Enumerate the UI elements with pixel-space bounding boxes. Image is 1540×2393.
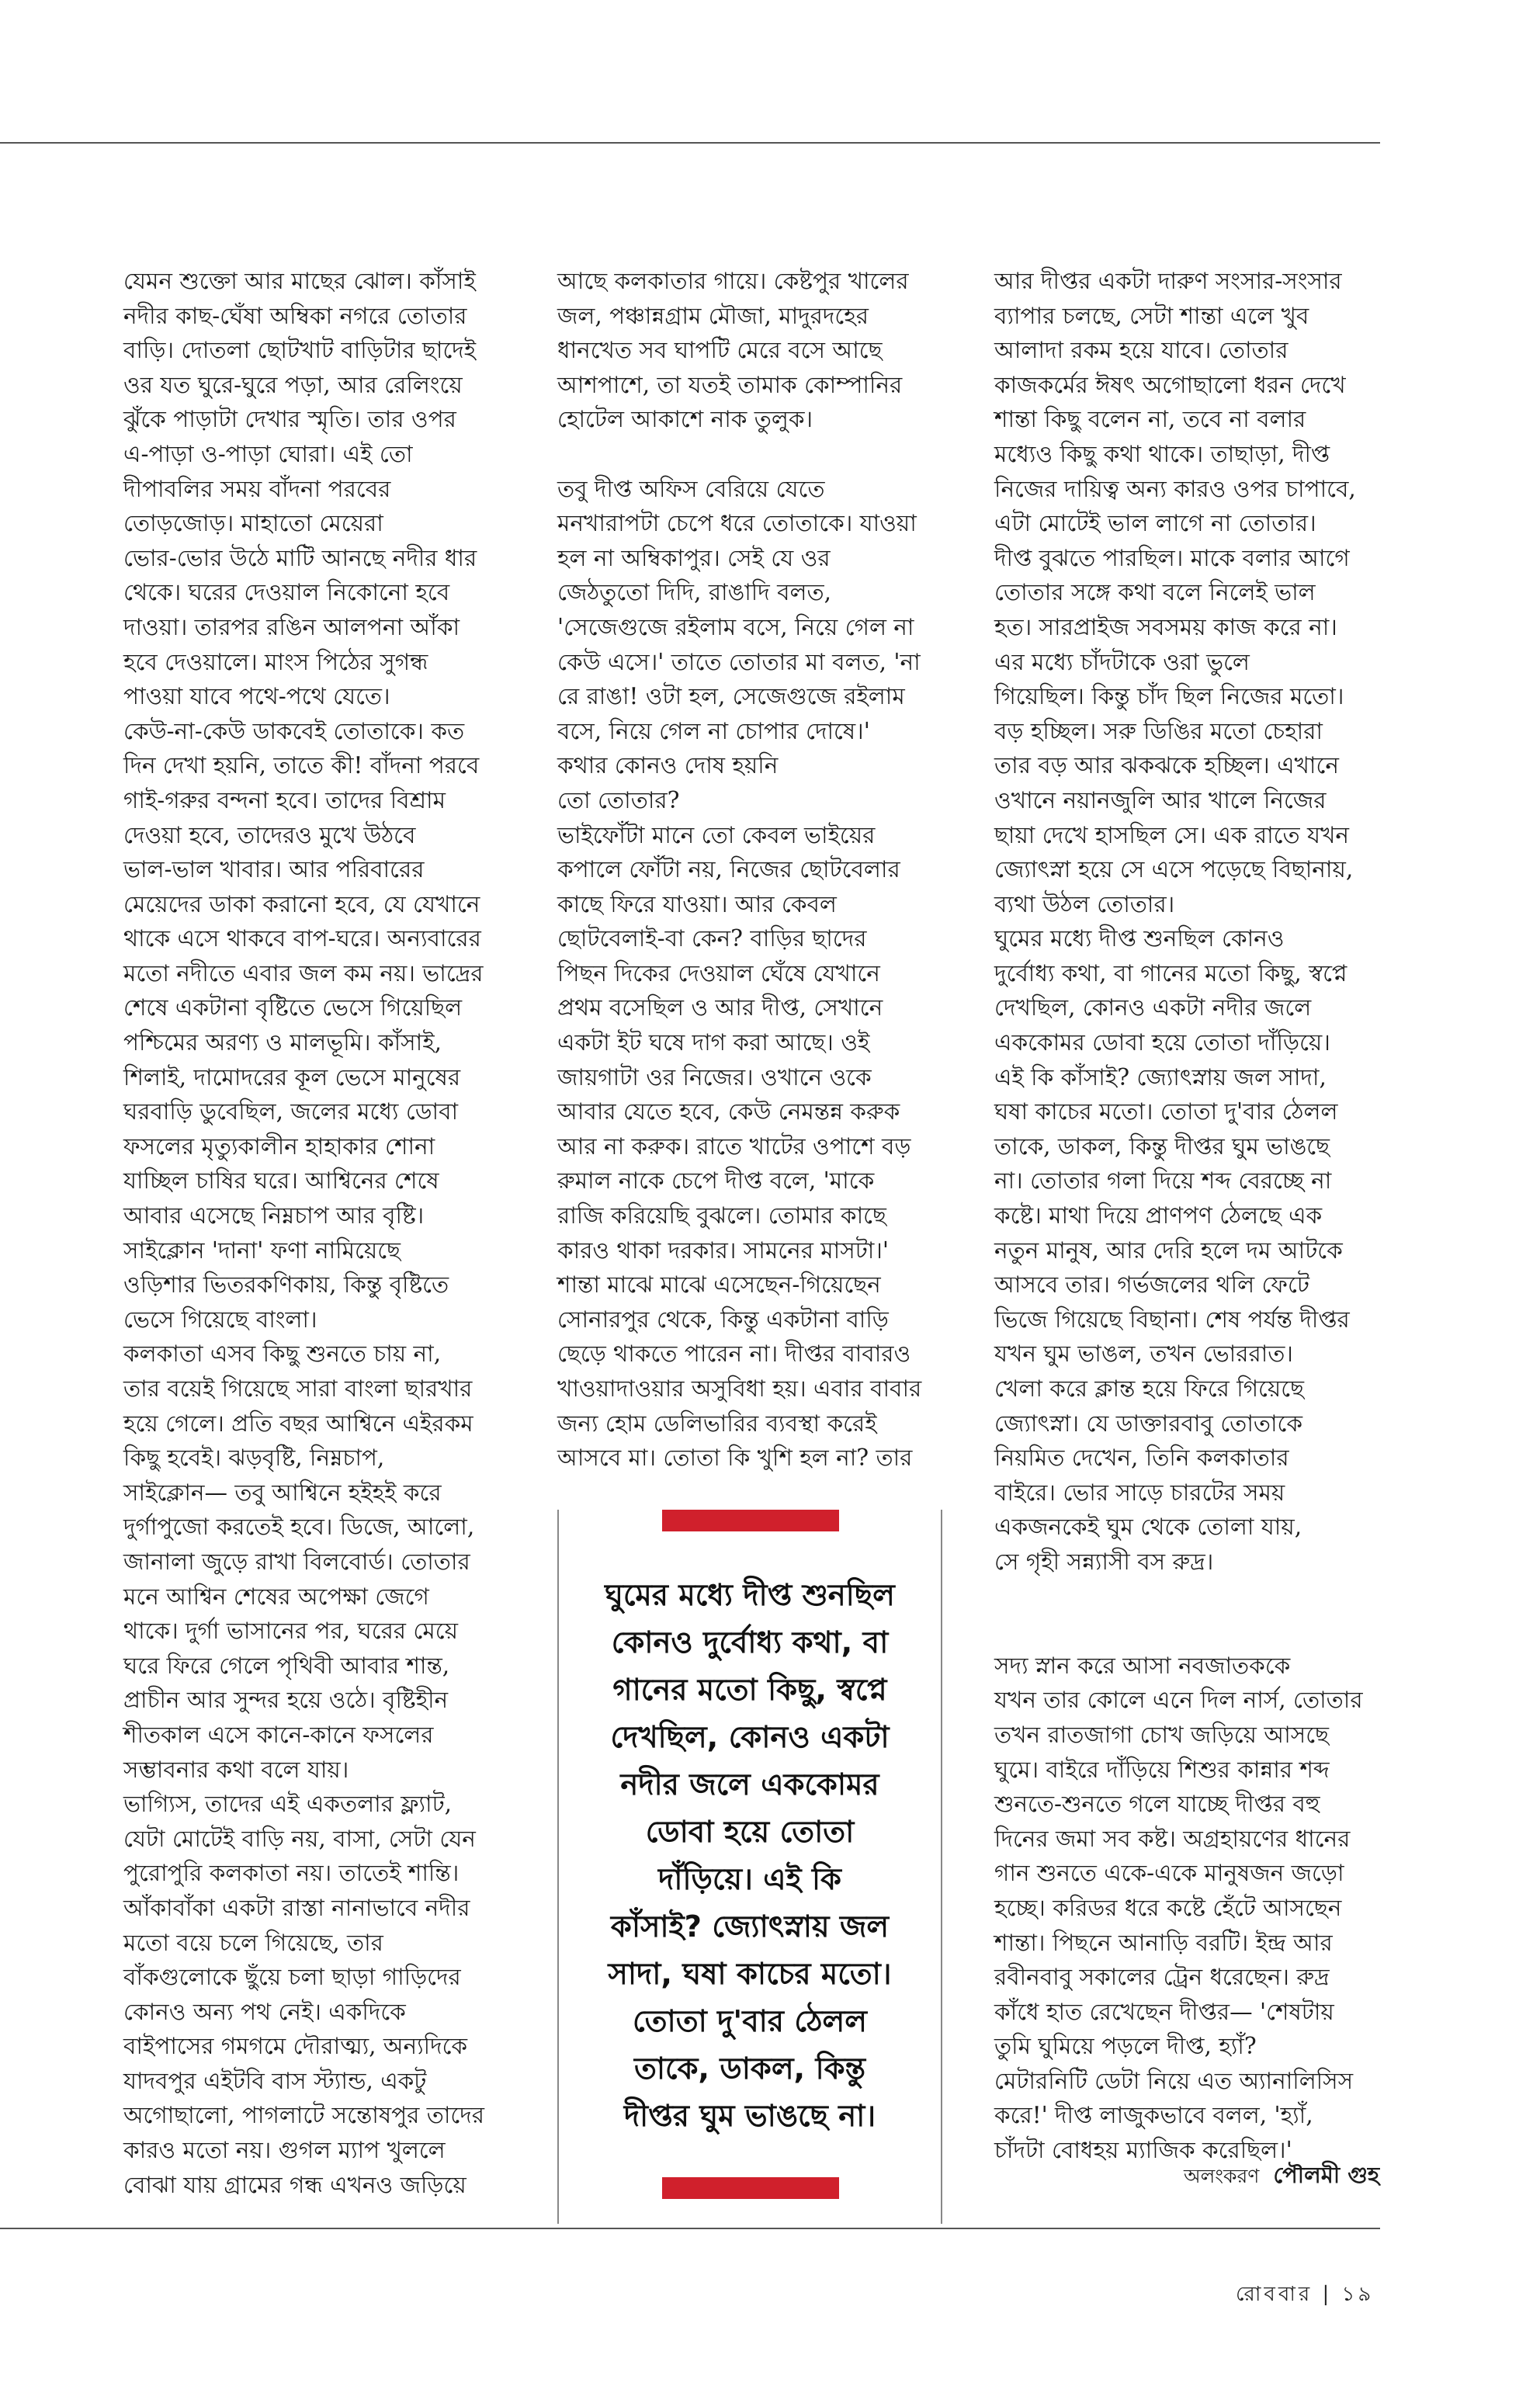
- text-line: এটা মোটেই ভাল লাগে না তোতার।: [994, 510, 1316, 537]
- text-line: একটা ইট ঘষে দাগ করা আছে। ওই: [557, 1029, 870, 1056]
- pull-quote-line: তাকে, ডাকল, কিন্তু: [633, 2051, 866, 2086]
- text-line: রাজি করিয়েছি বুঝলে। তোমার কাছে: [557, 1202, 886, 1229]
- text-line: মনখারাপটা চেপে ধরে তোতাকে। যাওয়া: [557, 510, 917, 537]
- text-line: নতুন মানুষ, আর দেরি হলে দম আটকে: [994, 1236, 1343, 1264]
- article-column-1: [123, 264, 554, 2202]
- text-line: [557, 437, 942, 472]
- text-line: তো তোতার?: [557, 786, 680, 813]
- text-line: শান্তা মাঝে মাঝে এসেছেন-গিয়েছেন: [557, 1271, 881, 1299]
- text-line: তোতার সঙ্গে কথা বলে নিলেই ভাল: [994, 579, 1316, 606]
- text-line: এ-পাড়া ও-পাড়া ঘোরা। এই তো: [123, 440, 413, 467]
- text-line: গিয়েছিল। কিন্তু চাঁদ ছিল নিজের মতো।: [994, 683, 1344, 710]
- text-line: শীতকাল এসে কানে-কানে ফসলের: [123, 1721, 434, 1748]
- text-line: [994, 1580, 1398, 1614]
- text-line: কোনও অন্য পথ নেই। একদিকে: [123, 1998, 406, 2025]
- text-line: রুমাল নাকে চেপে দীপ্ত বলে, 'মাকে: [557, 1167, 875, 1195]
- text-line: দাওয়া। তারপর রঙিন আলপনা আঁকা: [123, 613, 460, 640]
- text-line: তাকে, ডাকল, কিন্তু দীপ্তর ঘুম ভাঙছে: [994, 1132, 1330, 1160]
- text-line: শিলাই, দামোদরের কূল ভেসে মানুষের: [123, 1063, 461, 1091]
- text-line: ছেড়ে থাকতে পারেন না। দীপ্তর বাবারও: [557, 1340, 911, 1368]
- text-line: জেঠতুতো দিদি, রাঙাদি বলত,: [557, 579, 832, 606]
- text-line: নিজের দায়িত্ব অন্য কারও ওপর চাপাবে,: [994, 475, 1356, 502]
- text-line: শুনতে-শুনতে গলে যাচ্ছে দীপ্তর বহু: [994, 1791, 1320, 1818]
- text-line: কাঁধে হাত রেখেছেন দীপ্তর— 'শেষটায়: [994, 1998, 1334, 2025]
- text-line: আছে কলকাতার গায়ে। কেষ্টপুর খালের: [557, 268, 909, 294]
- text-line: রে রাঙা! ওটা হল, সেজেগুজে রইলাম: [557, 683, 905, 710]
- text-line: ভাল-ভাল খাবার। আর পরিবারের: [123, 856, 425, 883]
- text-line: যখন তার কোলে এনে দিল নার্স, তোতার: [994, 1687, 1363, 1714]
- text-line: দুর্বোধ্য কথা, বা গানের মতো কিছু, স্বপ্নে: [994, 959, 1348, 987]
- text-line: বাইপাসের গমগমে দৌরাত্ম্য, অন্যদিকে: [123, 2033, 468, 2060]
- text-line: আসবে তার। গর্ভজলের থলি ফেটে: [994, 1271, 1309, 1299]
- text-line: জন্য হোম ডেলিভারির ব্যবস্থা করেই: [557, 1410, 877, 1437]
- text-line: ভোর-ভোর উঠে মাটি আনছে নদীর ধার: [123, 544, 477, 571]
- text-line: রবীনবাবু সকালের ট্রেন ধরেছেন। রুদ্র: [994, 1964, 1330, 1991]
- text-line: কলকাতা এসব কিছু শুনতে চায় না,: [123, 1340, 442, 1368]
- text-line: মেটারনিটি ডেটা নিয়ে এত অ্যানালিসিস: [994, 2067, 1354, 2094]
- pull-quote-text: [567, 1572, 933, 2140]
- text-line: গান শুনতে একে-একে মানুষজন জড়ো: [994, 1860, 1344, 1887]
- text-line: খাওয়াদাওয়ার অসুবিধা হয়। এবার বাবার: [557, 1375, 922, 1402]
- text-line: সম্ভাবনার কথা বলে যায়।: [123, 1756, 349, 1783]
- text-line: ভাইফোঁটা মানে তো কেবল ভাইয়ের: [557, 821, 876, 848]
- text-line: পশ্চিমের অরণ্য ও মালভূমি। কাঁসাই,: [123, 1029, 442, 1056]
- text-line: কষ্টে। মাথা দিয়ে প্রাণপণ ঠেলছে এক: [994, 1202, 1323, 1229]
- text-line: ঝুঁকে পাড়াটা দেখার স্মৃতি। তার ওপর: [123, 406, 456, 433]
- text-line: ভিজে গিয়েছে বিছানা। শেষ পর্যন্ত দীপ্তর: [994, 1306, 1350, 1333]
- text-line: তোড়জোড়। মাহাতো মেয়েরা: [123, 510, 383, 537]
- text-line: এককোমর ডোবা হয়ে তোতা দাঁড়িয়ে।: [994, 1029, 1330, 1056]
- text-line: কপালে ফোঁটা নয়, নিজের ছোটবেলার: [557, 856, 900, 883]
- text-line: হচ্ছে। করিডর ধরে কষ্টে হেঁটে আসছেন: [994, 1894, 1342, 1921]
- text-line: হবে দেওয়ালে। মাংস পিঠের সুগন্ধ: [123, 648, 428, 675]
- text-line: সাইক্লোন 'দানা' ফণা নামিয়েছে: [123, 1236, 401, 1264]
- text-line: শেষে একটানা বৃষ্টিতে ভেসে গিয়েছিল: [123, 994, 463, 1021]
- pull-quote-box: [557, 1510, 942, 2224]
- text-line: এই কি কাঁসাই? জ্যোৎস্নায় জল সাদা,: [994, 1063, 1327, 1091]
- illustration-credit: [1184, 2158, 1379, 2196]
- text-line: কেউ-না-কেউ ডাকবেই তোতাকে। কত: [123, 717, 465, 744]
- text-line: কথার কোনও দোষ হয়নি: [557, 752, 779, 779]
- text-line: গাই-গরুর বন্দনা হবে। তাদের বিশ্রাম: [123, 786, 446, 813]
- text-line: আঁকাবাঁকা একটা রাস্তা নানাভাবে নদীর: [123, 1894, 470, 1921]
- text-line: আলাদা রকম হয়ে যাবে। তোতার: [994, 337, 1289, 364]
- text-line: জ্যোৎস্না। যে ডাক্তারবাবু তোতাকে: [994, 1410, 1303, 1437]
- pull-quote-line: দাঁড়িয়ে। এই কি: [658, 1862, 841, 1897]
- text-line: অগোছালো, পাগলাটে সন্তোষপুর তাদের: [123, 2102, 485, 2129]
- text-line: এর মধ্যে চাঁদটাকে ওরা ভুলে: [994, 648, 1250, 675]
- text-line: বাইরে। ভোর সাড়ে চারটের সময়: [994, 1479, 1285, 1506]
- credit-label: অলংকরণ: [1184, 2165, 1260, 2187]
- text-line: দীপাবলির সময় বাঁদনা পরবের: [123, 475, 391, 502]
- text-line: দেখছিল, কোনও একটা নদীর জলে: [994, 994, 1312, 1021]
- text-line: কাছে ফিরে যাওয়া। আর কেবল: [557, 890, 837, 917]
- text-line: যেটা মোটেই বাড়ি নয়, বাসা, সেটা যেন: [123, 1825, 476, 1852]
- article-column-3: [994, 264, 1398, 2168]
- text-line: মধ্যেও কিছু কথা থাকে। তাছাড়া, দীপ্ত: [994, 440, 1330, 467]
- text-line: কেউ এসে।' তাতে তোতার মা বলত, 'না: [557, 648, 921, 675]
- pull-quote-line: দেখছিল, কোনও একটা: [610, 1720, 890, 1755]
- text-line: পাওয়া যাবে পথে-পথে যেতে।: [123, 683, 390, 710]
- text-line: আবার এসেছে নিম্নচাপ আর বৃষ্টি।: [123, 1202, 425, 1229]
- text-line: থেকে। ঘরের দেওয়াল নিকোনো হবে: [123, 579, 450, 606]
- bottom-rule: [0, 2228, 1380, 2229]
- text-line: দুর্গাপুজো করতেই হবে। ডিজে, আলো,: [123, 1514, 475, 1541]
- text-line: না। তোতার গলা দিয়ে শব্দ বেরচ্ছে না: [994, 1167, 1332, 1195]
- text-line: ঘষা কাচের মতো। তোতা দু'বার ঠেলল: [994, 1098, 1338, 1125]
- text-line: বোঝা যায় গ্রামের গন্ধ এখনও জড়িয়ে: [123, 2171, 467, 2198]
- text-line: কারও থাকা দরকার। সামনের মাসটা।': [557, 1236, 890, 1264]
- pull-quote-line: সাদা, ঘষা কাচের মতো।: [608, 1957, 892, 1992]
- pull-quote-line: ঘুমের মধ্যে দীপ্ত শুনছিল: [605, 1578, 895, 1613]
- text-line: আর দীপ্তর একটা দারুণ সংসার-সংসার: [994, 268, 1342, 294]
- pull-quote-line: দীপ্তর ঘুম ভাঙছে না।: [623, 2099, 876, 2134]
- text-line: বাঁকগুলোকে ছুঁয়ে চলা ছাড়া গাড়িদের: [123, 1964, 461, 1991]
- text-line: ফসলের মৃত্যুকালীন হাহাকার শোনা: [123, 1132, 435, 1160]
- text-line: জল, পঞ্চান্নগ্রাম মৌজা, মাদুরদহের: [557, 302, 869, 329]
- text-line: শান্তা কিছু বলেন না, তবে না বলার: [994, 406, 1306, 433]
- text-line: ধানখেত সব ঘাপটি মেরে বসে আছে: [557, 337, 883, 364]
- text-line: ছোটবেলাই-বা কেন? বাড়ির ছাদের: [557, 925, 867, 952]
- credit-name: পৌলমী গুহ: [1273, 2162, 1380, 2188]
- page-folio: রোববার | ১৯: [1236, 2283, 1375, 2306]
- text-line: দিন দেখা হয়নি, তাতে কী! বাঁদনা পরবে: [123, 752, 480, 779]
- text-line: শান্তা। পিছনে আনাড়ি বরটি। ইন্দ্র আর: [994, 1929, 1333, 1956]
- text-line: তখন রাতজাগা চোখ জড়িয়ে আসছে: [994, 1721, 1329, 1748]
- text-line: তার বয়েই গিয়েছে সারা বাংলা ছারখার: [123, 1375, 473, 1402]
- text-line: ঘরবাড়ি ডুবেছিল, জলের মধ্যে ডোবা: [123, 1098, 459, 1125]
- text-line: পুরোপুরি কলকাতা নয়। তাতেই শান্তি।: [123, 1860, 460, 1887]
- text-line: ঘুমের মধ্যে দীপ্ত শুনছিল কোনও: [994, 925, 1285, 952]
- text-line: দীপ্ত বুঝতে পারছিল। মাকে বলার আগে: [994, 544, 1350, 571]
- article-column-2: [557, 264, 942, 1476]
- text-line: যাদবপুর এইটবি বাস স্ট্যান্ড, একটু: [123, 2067, 427, 2094]
- pull-quote-line: ডোবা হয়ে তোতা: [645, 1815, 855, 1850]
- text-line: মনে আশ্বিন শেষের অপেক্ষা জেগে: [123, 1583, 429, 1610]
- text-line: কারও মতো নয়। গুগল ম্যাপ খুললে: [123, 2137, 446, 2164]
- text-line: [994, 1614, 1398, 1649]
- text-line: পিছন দিকের দেওয়াল ঘেঁষে যেখানে: [557, 959, 880, 987]
- text-line: তুমি ঘুমিয়ে পড়লে দীপ্ত, হ্যাঁ?: [994, 2033, 1257, 2060]
- text-line: জ্যোৎস্না হয়ে সে এসে পড়েছে বিছানায়,: [994, 856, 1354, 883]
- text-line: ভেসে গিয়েছে বাংলা।: [123, 1306, 317, 1333]
- pull-quote-line: গানের মতো কিছু, স্বপ্নে: [612, 1673, 887, 1708]
- text-line: তার বড় আর ঝকঝকে হচ্ছিল। এখানে: [994, 752, 1339, 779]
- pull-quote-line: কোনও দুর্বোধ্য কথা, বা: [611, 1625, 889, 1660]
- text-line: দেওয়া হবে, তাদেরও মুখে উঠবে: [123, 821, 416, 848]
- text-line: নদীর কাছ-ঘেঁষা অম্বিকা নগরে তোতার: [123, 302, 467, 329]
- text-line: হল না অম্বিকাপুর। সেই যে ওর: [557, 544, 831, 571]
- text-line: সে গৃহী সন্ন্যাসী বস রুদ্র।: [994, 1548, 1214, 1575]
- text-line: থাকে এসে থাকবে বাপ-ঘরে। অন্যবারের: [123, 925, 481, 952]
- pull-quote-line: তোতা দু'বার ঠেলল: [633, 2004, 867, 2039]
- text-line: ওর যত ঘুরে-ঘুরে পড়া, আর রেলিংয়ে: [123, 371, 463, 398]
- text-line: ওখানে নয়ানজুলি আর খালে নিজের: [994, 786, 1327, 813]
- folio-page-number: ১৯: [1341, 2283, 1375, 2306]
- text-line: হত। সারপ্রাইজ সবসময় কাজ করে না।: [994, 613, 1337, 640]
- text-line: প্রথম বসেছিল ও আর দীপ্ত, সেখানে: [557, 994, 883, 1021]
- pull-quote-line: কাঁসাই? জ্যোৎস্নায় জল: [610, 1909, 890, 1944]
- text-line: হয়ে গেলে। প্রতি বছর আশ্বিনে এইরকম: [123, 1410, 473, 1437]
- text-line: খেলা করে ক্লান্ত হয়ে ফিরে গিয়েছে: [994, 1375, 1305, 1402]
- text-line: চাঁদটা বোধহয় ম্যাজিক করেছিল।': [994, 2137, 1292, 2164]
- text-line: মতো নদীতে এবার জল কম নয়। ভাদ্রের: [123, 959, 484, 987]
- text-line: ভাগ্যিস, তাদের এই একতলার ফ্ল্যাট,: [123, 1791, 453, 1818]
- text-line: সদ্য স্নান করে আসা নবজাতককে: [994, 1652, 1291, 1679]
- text-line: জায়গাটা ওর নিজের। ওখানে ওকে: [557, 1063, 872, 1091]
- top-rule: [0, 142, 1380, 144]
- folio-section: রোববার: [1236, 2283, 1313, 2306]
- text-line: ব্যাপার চলছে, সেটা শান্তা এলে খুব: [994, 302, 1309, 329]
- text-line: দিনের জমা সব কষ্ট। অগ্রহায়ণের ধানের: [994, 1825, 1351, 1852]
- text-line: বড় হচ্ছিল। সরু ডিঙির মতো চেহারা: [994, 717, 1323, 744]
- text-line: আর না করুক। রাতে খাটের ওপাশে বড়: [557, 1132, 911, 1160]
- text-line: থাকে। দুর্গা ভাসানের পর, ঘরের মেয়ে: [123, 1618, 458, 1645]
- pull-quote-line: নদীর জলে এককোমর: [620, 1767, 879, 1802]
- text-line: বসে, নিয়ে গেল না চোপার দোষে।': [557, 717, 870, 744]
- text-line: কিছু হবেই। ঝড়বৃষ্টি, নিম্নচাপ,: [123, 1444, 385, 1472]
- text-line: যখন ঘুম ভাঙল, তখন ভোররাত।: [994, 1340, 1293, 1368]
- text-line: আসবে মা। তোতা কি খুশি হল না? তার: [557, 1444, 913, 1472]
- text-line: মেয়েদের ডাকা করানো হবে, যে যেখানে: [123, 890, 480, 917]
- text-line: সোনারপুর থেকে, কিন্তু একটানা বাড়ি: [557, 1306, 889, 1333]
- text-line: সাইক্লোন— তবু আশ্বিনে হইহই করে: [123, 1479, 442, 1506]
- text-line: কাজকর্মের ঈষৎ অগোছালো ধরন দেখে: [994, 371, 1346, 398]
- text-line: করে!' দীপ্ত লাজুকভাবে বলল, 'হ্যাঁ,: [994, 2102, 1313, 2129]
- text-line: যেমন শুক্তো আর মাছের ঝোল। কাঁসাই: [123, 268, 476, 294]
- pull-quote-bottom-bar: [662, 2177, 839, 2199]
- text-line: জানালা জুড়ে রাখা বিলবোর্ড। তোতার: [123, 1548, 470, 1575]
- text-line: আশপাশে, তা যতই তামাক কোম্পানির: [557, 371, 903, 398]
- text-line: মতো বয়ে চলে গিয়েছে, তার: [123, 1929, 383, 1956]
- text-line: 'সেজেগুজে রইলাম বসে, নিয়ে গেল না: [557, 613, 914, 640]
- pull-quote-top-bar: [662, 1510, 839, 1531]
- text-line: প্রাচীন আর সুন্দর হয়ে ওঠে। বৃষ্টিহীন: [123, 1687, 449, 1714]
- text-line: ঘুমে। বাইরে দাঁড়িয়ে শিশুর কান্নার শব্দ: [994, 1756, 1330, 1783]
- text-line: ছায়া দেখে হাসছিল সে। এক রাতে যখন: [994, 821, 1349, 848]
- text-line: তবু দীপ্ত অফিস বেরিয়ে যেতে: [557, 475, 825, 502]
- text-line: নিয়মিত দেখেন, তিনি কলকাতার: [994, 1444, 1289, 1472]
- text-line: ব্যথা উঠল তোতার।: [994, 890, 1175, 917]
- text-line: একজনকেই ঘুম থেকে তোলা যায়,: [994, 1514, 1302, 1541]
- text-line: যাচ্ছিল চাষির ঘরে। আশ্বিনের শেষে: [123, 1167, 439, 1195]
- text-line: বাড়ি। দোতলা ছোটখাট বাড়িটার ছাদেই: [123, 337, 477, 364]
- text-line: আবার যেতে হবে, কেউ নেমন্তন্ন করুক: [557, 1098, 900, 1125]
- text-line: ওড়িশার ভিতরকণিকায়, কিন্তু বৃষ্টিতে: [123, 1271, 449, 1299]
- text-line: হোটেল আকাশে নাক তুলুক।: [557, 406, 813, 433]
- text-line: ঘরে ফিরে গেলে পৃথিবী আবার শান্ত,: [123, 1652, 450, 1679]
